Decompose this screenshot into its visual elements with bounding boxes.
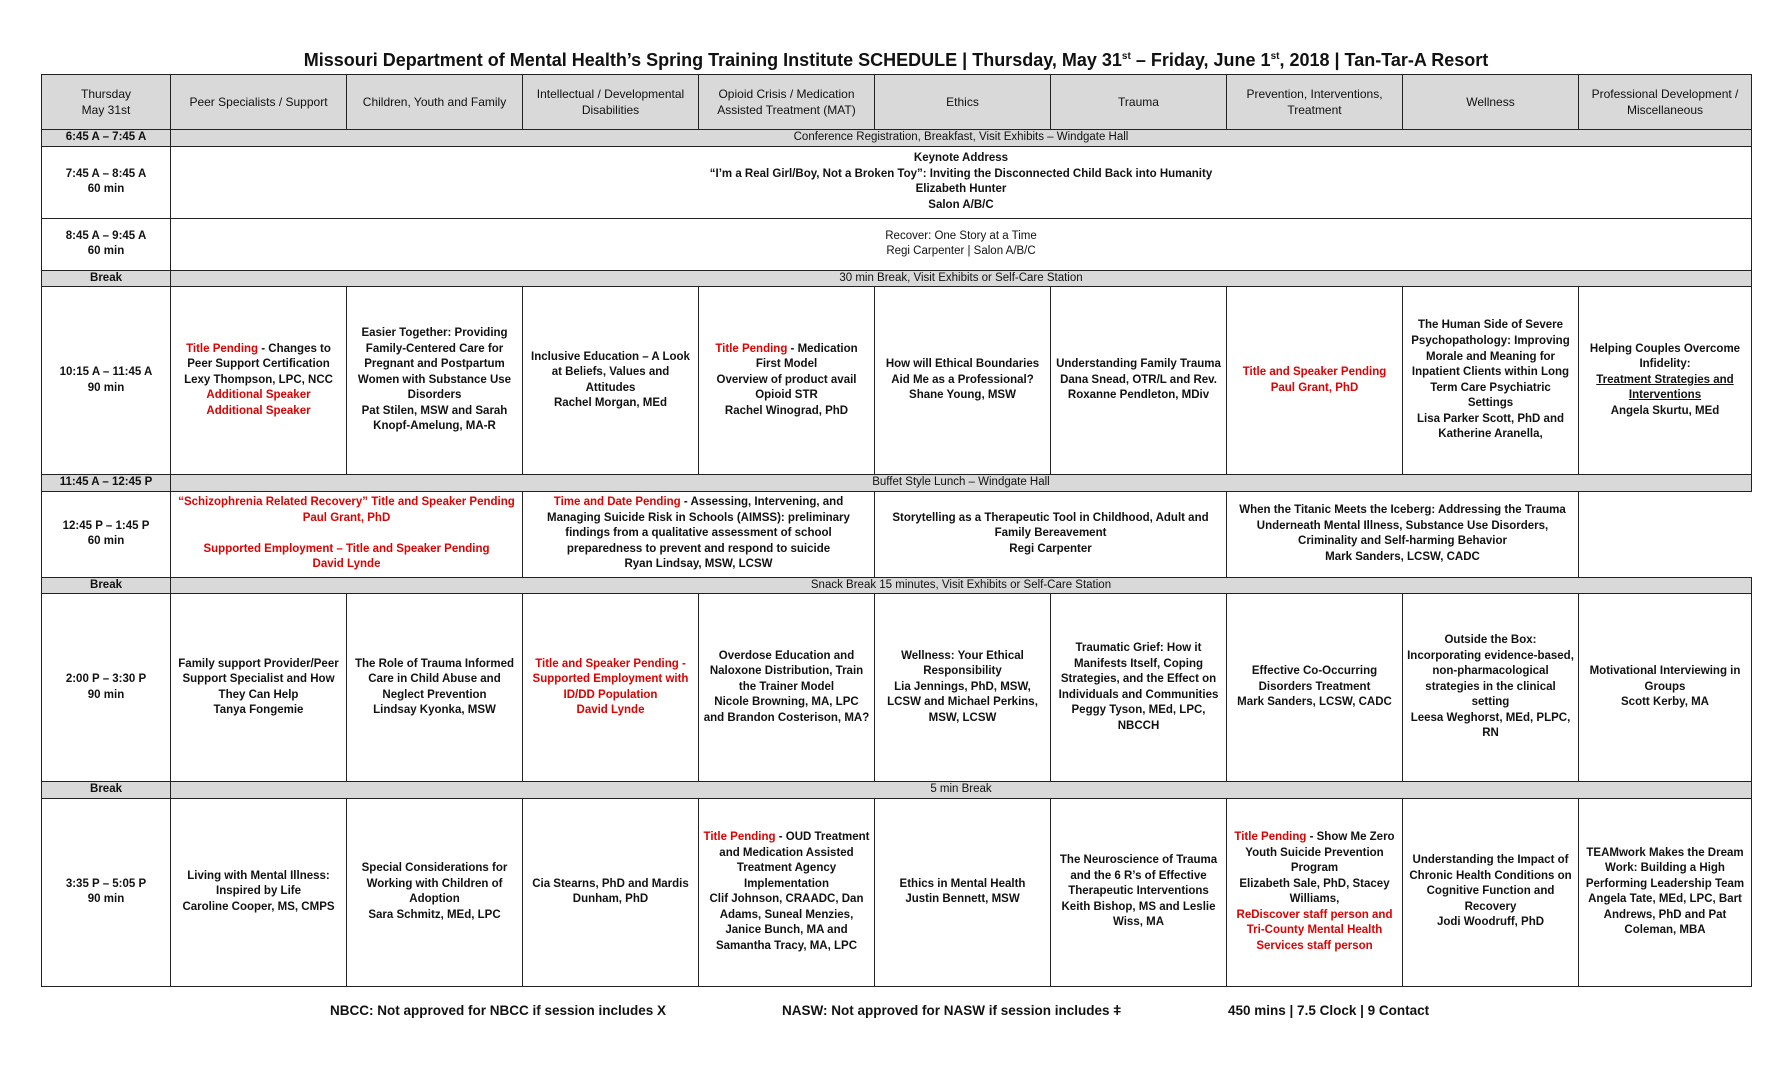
header-row [42, 75, 1752, 130]
session-cell-wellness: Outside the Box: Incorporating evidence-based, non-pharmacological strategies in the clinical setting Leesa Weghorst, MEd, PLPC, RN [1403, 594, 1579, 782]
row-break-snack [42, 577, 1752, 594]
session-cell-ethics: Wellness: Your Ethical Responsibility Lia Jennings, PhD, MSW, LCSW and Michael Perkins, MSW, LCSW [875, 594, 1051, 782]
time-cell: 6:45 A – 7:45 A [42, 130, 171, 147]
lunch-session-a: “Schizophrenia Related Recovery” Title and Speaker Pending Paul Grant, PhD Supported Employment – Title and Speaker Pending David Lynde [171, 491, 523, 577]
row-session-2 [42, 594, 1752, 782]
session-cell-children: The Role of Trauma Informed Care in Child Abuse and Neglect Prevention Lindsay Kyonka, MSW [347, 594, 523, 782]
session-cell-peer: Title Pending - Changes to Peer Support Certification Lexy Thompson, LPC, NCC Additional Speaker Additional Speaker [171, 287, 347, 475]
session-cell-ethics: How will Ethical Boundaries Aid Me as a Professional? Shane Young, MSW [875, 287, 1051, 475]
break-cell: 30 min Break, Visit Exhibits or Self-Care Station [171, 270, 1752, 287]
session-cell-peer: Family support Provider/Peer Support Specialist and How They Can Help Tanya Fongemie [171, 594, 347, 782]
time-cell: Break [42, 577, 171, 594]
keynote-cell: Keynote Address “I’m a Real Girl/Boy, Not a Broken Toy”: Inviting the Disconnected Child Back into Humanity Elizabeth Hunter Salon A/B/C [171, 146, 1752, 218]
row-session-3 [42, 798, 1752, 986]
session-cell-peer: Living with Mental Illness: Inspired by Life Caroline Cooper, MS, CMPS [171, 798, 347, 986]
session-cell-idd: Title and Speaker Pending - Supported Employment with ID/DD Population David Lynde [523, 594, 699, 782]
row-break-5 [42, 782, 1752, 799]
col-header-idd: Intellectual / Developmental Disabilities [523, 75, 699, 130]
session-cell-idd: Cia Stearns, PhD and Mardis Dunham, PhD [523, 798, 699, 986]
time-cell: 12:45 P – 1:45 P 60 min [42, 491, 171, 577]
lunch-session-d: When the Titanic Meets the Iceberg: Addressing the Trauma Underneath Mental Illness, Substance Use Disorders, Criminality and Self-harming Behavior Mark Sanders, LCSW, CADC [1227, 491, 1579, 577]
row-plenary [42, 218, 1752, 270]
session-cell-opioid: Title Pending - OUD Treatment and Medication Assisted Treatment Agency Implementation Clif Johnson, CRAADC, Dan Adams, Suneal Menzies, Janice Bunch, MA and Samantha Tracy, MA, LPC [699, 798, 875, 986]
time-cell: 3:35 P – 5:05 P 90 min [42, 798, 171, 986]
session-cell-professional: TEAMwork Makes the Dream Work: Building a High Performing Leadership Team Angela Tate, MEd, LPC, Bart Andrews, PhD and Pat Coleman, MBA [1579, 798, 1752, 986]
row-lunch-session [42, 491, 1752, 577]
session-cell-opioid: Title Pending - Medication First Model Overview of product avail Opioid STR Rachel Winograd, PhD [699, 287, 875, 475]
row-session-1 [42, 287, 1752, 475]
col-header-peer: Peer Specialists / Support [171, 75, 347, 130]
row-keynote [42, 146, 1752, 218]
time-cell: 10:15 A – 11:45 A 90 min [42, 287, 171, 475]
session-cell-wellness: Understanding the Impact of Chronic Health Conditions on Cognitive Function and Recovery Jodi Woodruff, PhD [1403, 798, 1579, 986]
col-header-wellness: Wellness [1403, 75, 1579, 130]
session-cell-trauma: Understanding Family Trauma Dana Snead, OTR/L and Rev. Roxanne Pendleton, MDiv [1051, 287, 1227, 475]
page-title: Missouri Department of Mental Health’s Spring Training Institute SCHEDULE | Thursday, May 31st – Friday, June 1st, 2018 | Tan-Tar-A Resort [303, 50, 1489, 70]
footer-totals: 450 mins | 7.5 Clock | 9 Contact [1228, 1003, 1430, 1018]
time-cell: 11:45 A – 12:45 P [42, 475, 171, 492]
session-cell-opioid: Overdose Education and Naloxone Distribution, Train the Trainer Model Nicole Browning, MA, LPC and Brandon Costerison, MA? [699, 594, 875, 782]
time-cell: 2:00 P – 3:30 P 90 min [42, 594, 171, 782]
col-header-opioid: Opioid Crisis / Medication Assisted Treatment (MAT) [699, 75, 875, 130]
col-header-professional: Professional Development / Miscellaneous [1579, 75, 1752, 130]
row-break-30 [42, 270, 1752, 287]
session-cell-professional: Motivational Interviewing in Groups Scott Kerby, MA [1579, 594, 1752, 782]
session-cell-ethics: Ethics in Mental Health Justin Bennett, MSW [875, 798, 1051, 986]
break-cell: 5 min Break [171, 782, 1752, 799]
schedule-table [41, 74, 1752, 987]
col-header-children: Children, Youth and Family [347, 75, 523, 130]
lunch-session-c: Storytelling as a Therapeutic Tool in Childhood, Adult and Family Bereavement Regi Carpenter [875, 491, 1227, 577]
session-cell-prevention: Title Pending - Show Me Zero Youth Suicide Prevention Program Elizabeth Sale, PhD, Stacey Williams, ReDiscover staff person and Tri-County Mental Health Services staff person [1227, 798, 1403, 986]
time-cell: Break [42, 782, 171, 799]
row-registration [42, 130, 1752, 147]
col-header-prevention: Prevention, Interventions, Treatment [1227, 75, 1403, 130]
footer-nasw-note: NASW: Not approved for NASW if session includes ǂ [782, 1003, 1122, 1018]
registration-cell: Conference Registration, Breakfast, Visit Exhibits – Windgate Hall [171, 130, 1752, 147]
lunch-cell: Buffet Style Lunch – Windgate Hall [171, 475, 1752, 492]
col-header-ethics: Ethics [875, 75, 1051, 130]
time-cell: 7:45 A – 8:45 A 60 min [42, 146, 171, 218]
session-cell-prevention: Effective Co-Occurring Disorders Treatment Mark Sanders, LCSW, CADC [1227, 594, 1403, 782]
session-cell-idd: Inclusive Education – A Look at Beliefs, Values and Attitudes Rachel Morgan, MEd [523, 287, 699, 475]
session-cell-trauma: Traumatic Grief: How it Manifests Itself, Coping Strategies, and the Effect on Individuals and Communities Peggy Tyson, MEd, LPC, NBCCH [1051, 594, 1227, 782]
plenary-cell: Recover: One Story at a Time Regi Carpenter | Salon A/B/C [171, 218, 1752, 270]
session-cell-prevention: Title and Speaker Pending Paul Grant, PhD [1227, 287, 1403, 475]
time-cell: Break [42, 270, 171, 287]
row-lunch [42, 475, 1752, 492]
footer-nbcc-note: NBCC: Not approved for NBCC if session includes X [330, 1003, 667, 1018]
session-cell-children: Special Considerations for Working with Children of Adoption Sara Schmitz, MEd, LPC [347, 798, 523, 986]
break-cell: Snack Break 15 minutes, Visit Exhibits or Self-Care Station [171, 577, 1752, 594]
col-header-day: Thursday May 31st [42, 75, 171, 130]
lunch-session-b: Time and Date Pending - Assessing, Intervening, and Managing Suicide Risk in Schools (AIMSS): preliminary findings from a qualitative assessment of school preparedness to prevent and respond to suicide Ryan Lindsay, MSW, LCSW [523, 491, 875, 577]
col-header-trauma: Trauma [1051, 75, 1227, 130]
session-cell-children: Easier Together: Providing Family-Centered Care for Pregnant and Postpartum Women with Substance Use Disorders Pat Stilen, MSW and Sarah Knopf-Amelung, MA-R [347, 287, 523, 475]
session-cell-wellness: The Human Side of Severe Psychopathology: Improving Morale and Meaning for Inpatient Clients within Long Term Care Psychiatric Settings Lisa Parker Scott, PhD and Katherine Aranella, [1403, 287, 1579, 475]
session-cell-trauma: The Neuroscience of Trauma and the 6 R’s of Effective Therapeutic Interventions Keith Bishop, MS and Leslie Wiss, MA [1051, 798, 1227, 986]
time-cell: 8:45 A – 9:45 A 60 min [42, 218, 171, 270]
session-cell-professional: Helping Couples Overcome Infidelity: Treatment Strategies and Interventions Angela Skurtu, MEd [1579, 287, 1752, 475]
